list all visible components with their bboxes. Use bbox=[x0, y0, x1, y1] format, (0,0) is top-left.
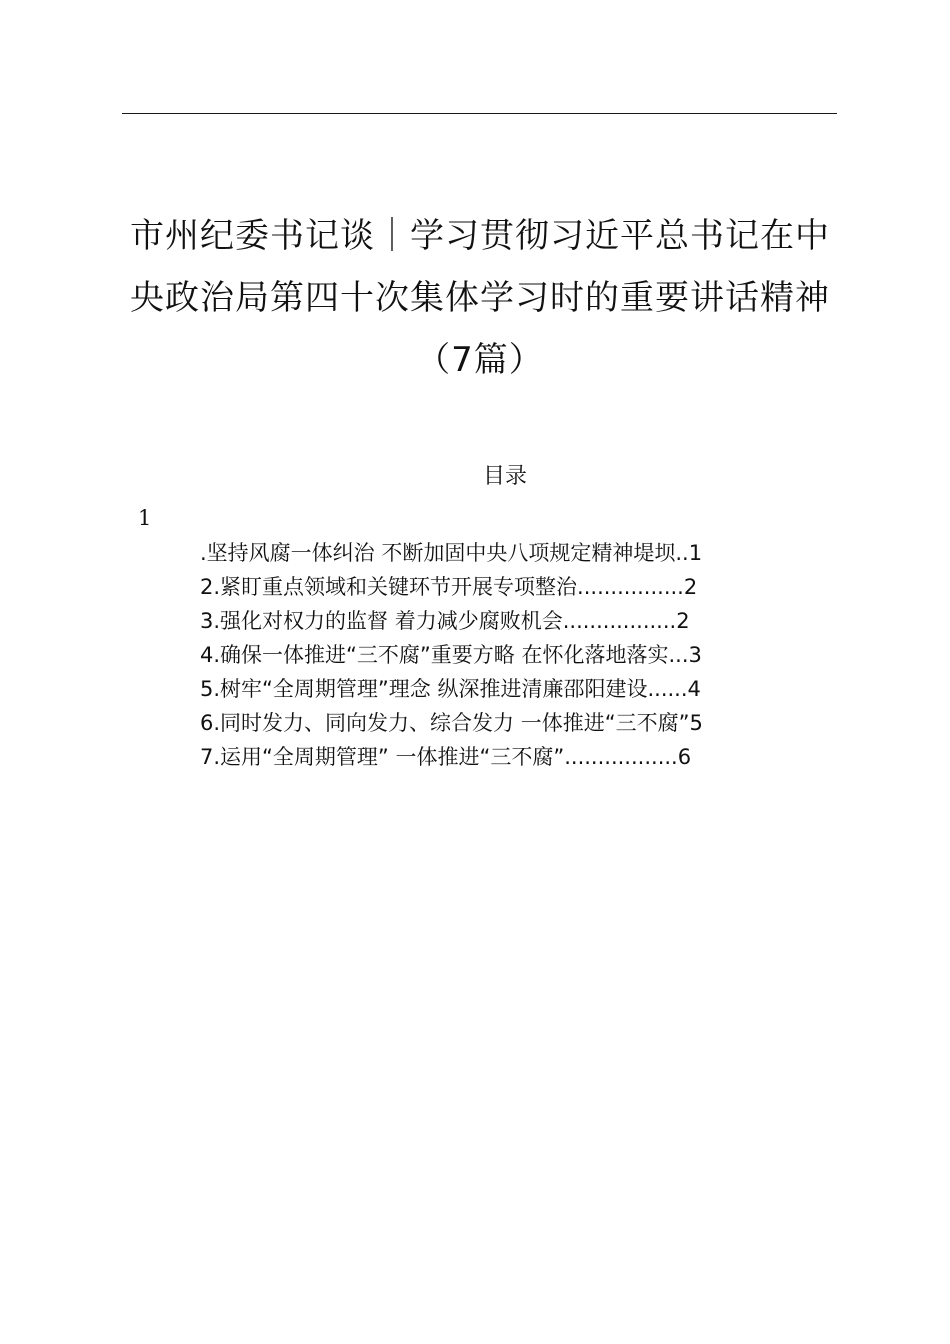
toc-page-number: 2 bbox=[683, 575, 698, 599]
toc-page-number: 1 bbox=[688, 541, 703, 565]
toc-page-number: 6 bbox=[677, 745, 692, 769]
toc-stray-number: 1 bbox=[138, 506, 152, 530]
toc-page-number: 4 bbox=[687, 677, 701, 701]
toc-entry-title: .坚持风腐一体纠治 不断加固中央八项规定精神堤坝 bbox=[200, 541, 676, 565]
toc-entry-2[interactable] bbox=[200, 570, 812, 604]
toc-entry-title: 5.树牢“全周期管理”理念 纵深推进清廉邵阳建设 bbox=[200, 677, 648, 701]
document-title bbox=[110, 205, 850, 391]
toc-entry-title: 7.运用“全周期管理” 一体推进“三不腐” bbox=[200, 745, 565, 769]
toc-entry-title: 3.强化对权力的监督 着力减少腐败机会 bbox=[200, 609, 563, 633]
toc-entry-title: 2.紧盯重点领域和关键环节开展专项整治 bbox=[200, 575, 578, 599]
title-line-3: （7篇） bbox=[416, 340, 544, 380]
toc-entry-7[interactable] bbox=[200, 740, 812, 774]
title-line-1: 市州纪委书记谈｜学习贯彻习近平总书记在中 bbox=[130, 216, 830, 256]
toc-leader-dots: ... bbox=[668, 643, 689, 667]
toc-entry-1[interactable] bbox=[200, 536, 812, 570]
toc-leader-dots: ................. bbox=[564, 745, 678, 769]
toc-entry-title: 6.同时发力、同向发力、综合发力 一体推进“三不腐” bbox=[200, 711, 690, 735]
toc-entry-3[interactable] bbox=[200, 604, 812, 638]
toc-entry-5[interactable] bbox=[200, 672, 812, 706]
toc-page-number: 3 bbox=[688, 643, 702, 667]
toc-page-number: 5 bbox=[689, 711, 703, 735]
toc-leader-dots: .. bbox=[675, 541, 689, 565]
header-rule bbox=[122, 113, 837, 114]
toc-entry-4[interactable] bbox=[200, 638, 812, 672]
toc-leader-dots: ................ bbox=[577, 575, 684, 599]
table-of-contents bbox=[200, 536, 812, 774]
toc-heading: 目录 bbox=[482, 464, 527, 489]
toc-leader-dots: ................. bbox=[562, 609, 677, 633]
toc-entry-title: 4.确保一体推进“三不腐”重要方略 在怀化落地落实 bbox=[200, 643, 669, 667]
toc-leader-dots: ...... bbox=[647, 677, 688, 701]
title-line-2: 央政治局第四十次集体学习时的重要讲话精神 bbox=[130, 278, 830, 318]
toc-entry-6[interactable] bbox=[200, 706, 812, 740]
toc-page-number: 2 bbox=[676, 609, 690, 633]
